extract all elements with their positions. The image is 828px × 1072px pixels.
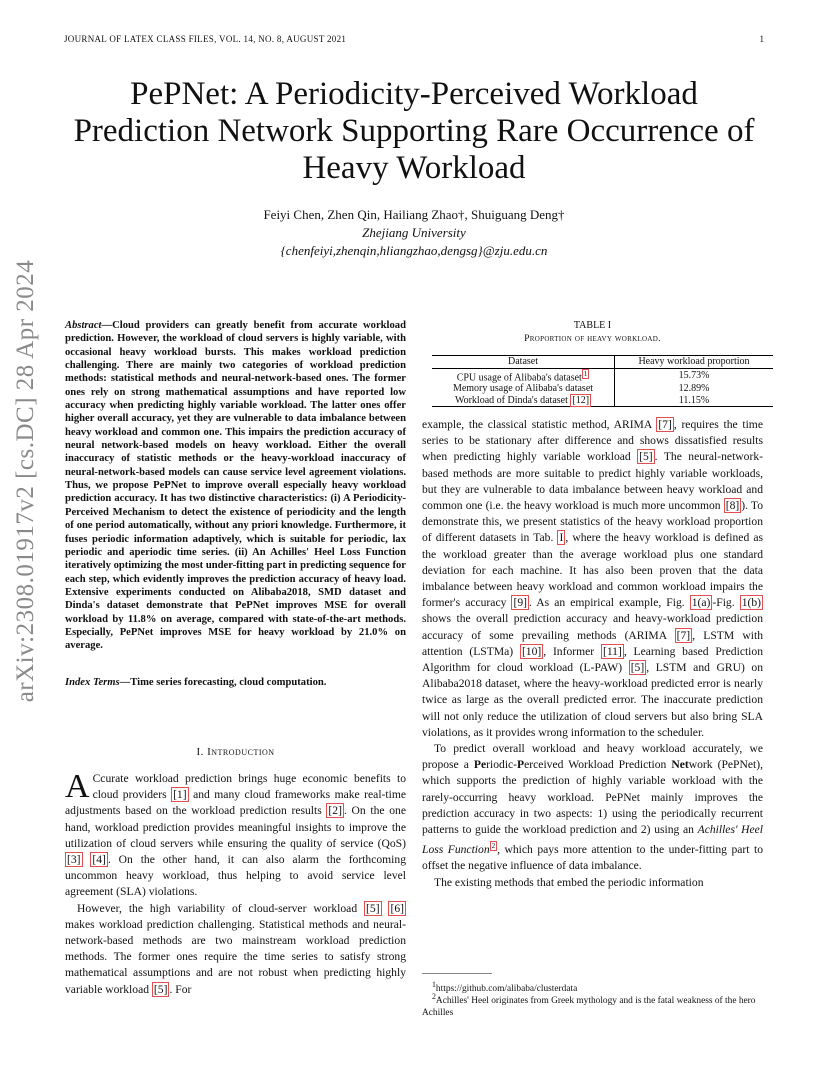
drop-cap: A xyxy=(65,768,90,805)
table-link[interactable]: I xyxy=(559,531,564,545)
section-number: I. xyxy=(196,746,204,758)
abstract xyxy=(65,319,406,653)
body-text: . The neural-network-based methods are more suitable to predict highly variable workloads, but they are vulnerable to data imbalance between heavy workload and common one (i.e. the heavy workload is much more uncommon xyxy=(422,450,763,513)
acronym-letter: P xyxy=(517,758,525,772)
body-text: ). To demonstrate this, we present statistics of the heavy workload proportion of different datasets in Tab. xyxy=(422,499,763,545)
citation-link[interactable]: [6] xyxy=(390,901,404,915)
footnote-mark: 1 xyxy=(432,980,436,989)
footnote-text: https://github.com/alibaba/clusterdata xyxy=(435,984,578,995)
table-cell-dataset: Memory usage of Alibaba's dataset xyxy=(432,383,615,395)
citation-link[interactable]: [5] xyxy=(630,661,645,675)
table-cell-dataset xyxy=(432,368,615,383)
affiliation: Zhejiang University xyxy=(362,225,466,240)
body-text: riodic- xyxy=(486,758,518,772)
table-row xyxy=(432,383,773,395)
index-terms-text: —Time series forecasting, cloud computation. xyxy=(119,677,327,688)
footnote-divider xyxy=(422,973,492,974)
body-text: work (PePNet), which supports the prediction of highly variable workload with the rarely-occurring heavy workload. PePNet mainly improves the prediction accuracy in two aspects: 1) using the periodically recurrent patterns to guide the workload prediction and 2) using an xyxy=(422,758,763,837)
intro-paragraph-1 xyxy=(65,768,407,901)
index-terms xyxy=(65,677,406,688)
right-paragraph-3: The existing methods that embed the periodic information xyxy=(434,875,704,889)
author-emails xyxy=(60,242,768,259)
body-text: shows the overall prediction accuracy and heavy-workload prediction accuracy of some prevailing methods (ARIMA xyxy=(422,612,763,642)
acronym-letter: Net xyxy=(671,758,689,772)
citation-link[interactable]: [12] xyxy=(572,394,590,406)
intro-text: and many cloud frameworks make real-time adjustments based on the workload prediction results xyxy=(65,788,407,818)
body-text: example, the classical statistic method, ARIMA xyxy=(422,418,657,431)
abstract-text: —Cloud providers can greatly benefit from accurate workload prediction. However, the workload of cloud servers is highly variable, with occasional heavy workload bursts. This makes workload prediction challenging. There are mainly two categories of workload prediction methods: statistical methods and neural-network-based ones. The former ones rely on strong mathematical assumptions and have reported low accuracy when predicting highly variable workload. The latter ones offer higher overall accuracy, yet they are vulnerable to data imbalance between heavy workload and common one. This impairs the prediction accuracy of neural network-based models on heavy workload. Either the overall inaccuracy of statistic methods or the heavy-workload inaccuracy of neural-network-based models can cause service level agreement violations. Thus, we propose PePNet to improve overall especially heavy workload prediction accuracy. It has two distinctive characteristics: (i) A Periodicity-Perceived Mechanism to detect the existence of periodicity and the length of one period automatically, without any priori knowledge. Furthermore, it fuses periodic information adaptively, which is suitable for periodic, lax periodic and aperiodic time series. (ii) An Achilles' Heel Loss Function iteratively optimizing the most under-fitting part in predicting sequence for each step, which evidently improves the prediction accuracy of heavy load. Extensive experiments conducted on Alibaba2018, SMD dataset and Dinda's dataset demonstrate that PePNet improves MSE for overall workload by 11.8% on average, compared with state-of-the-art methods. Especially, PePNet improves MSE for heavy workload by 21.0% on average. xyxy=(65,320,406,652)
abstract-label: Abstract xyxy=(65,320,102,331)
right-column-body xyxy=(422,417,763,891)
citation-link[interactable]: [5] xyxy=(366,901,380,915)
citation-link[interactable]: [11] xyxy=(602,644,622,658)
dataset-name: CPU usage of Alibaba's dataset xyxy=(456,371,582,383)
citation-link[interactable]: [5] xyxy=(153,982,168,996)
citation-link[interactable]: [4] xyxy=(92,853,106,867)
introduction-body xyxy=(65,768,407,998)
footnote-text: Achilles' Heel originates from Greek mythology and is the fatal weakness of the hero Achilles xyxy=(422,996,756,1018)
table-row xyxy=(432,368,773,383)
table-label: TABLE I xyxy=(573,320,612,331)
page-number: 1 xyxy=(759,34,764,44)
body-text: . As an empirical example, Fig. xyxy=(528,596,690,610)
citation-link[interactable]: [7] xyxy=(658,418,672,431)
section-title: Introduction xyxy=(207,746,275,758)
body-text: , Informer xyxy=(543,644,601,658)
acronym-letter: Pe xyxy=(473,758,487,772)
body-text: -Fig. xyxy=(712,596,740,610)
citation-link[interactable]: [3] xyxy=(67,853,81,867)
loss-function-name: Achilles' Heel Loss Function xyxy=(422,823,763,857)
citation-link[interactable]: [8] xyxy=(725,499,740,513)
footnote-link[interactable]: 2 xyxy=(491,842,496,851)
intro-text: makes workload prediction challenging. Statistical methods and neural-network-based methods are two mainstream workload prediction methods. The former ones require the time series to satisfy strong mathematical assumptions and are not robust when predicting highly variable workload xyxy=(65,917,406,996)
arxiv-stamp-text: arXiv:2308.01917v2 [cs.DC] 28 Apr 2024 xyxy=(12,259,39,703)
right-paragraph-2 xyxy=(422,741,763,874)
footnote-mark: 2 xyxy=(432,992,436,1001)
authors: Feiyi Chen, Zhen Qin, Hailiang Zhao†, Shuiguang Deng† xyxy=(263,207,565,222)
running-head: JOURNAL OF LATEX CLASS FILES, VOL. 14, NO. 8, AUGUST 2021 xyxy=(64,34,347,44)
body-text: , which pays more attention to the under-fitting part to offset the negative influence of data imbalance. xyxy=(422,843,763,873)
citation-link[interactable]: [2] xyxy=(328,804,342,818)
body-text: , where the heavy workload is defined as the workload greater than the average workload plus one standard deviation for each machine. It has also been proven that the data imbalance between heavy workload and common workload impairs the former's accuracy xyxy=(422,531,763,610)
table-header-proportion: Heavy workload proportion xyxy=(615,356,774,369)
section-heading xyxy=(65,746,406,758)
paper-title: PePNet: A Periodicity-Perceived Workload Prediction Network Supporting Rare Occurrence of Heavy Workload xyxy=(73,76,755,186)
table-caption: Proportion of heavy workload. xyxy=(524,333,661,344)
body-text: , Learning based Prediction Algorithm for cloud workload (L-PAW) xyxy=(422,644,764,675)
intro-paragraph-2 xyxy=(65,901,406,998)
dataset-name: Workload of Dinda's dataset xyxy=(454,394,568,406)
intro-text: . On the one hand, workload prediction provides meaningful insights to improve the utilization of cloud servers while ensuring the quality of service (QoS) xyxy=(65,804,406,850)
table-cell-value: 11.15% xyxy=(615,395,774,407)
body-text: , LSTM with attention (LSTMa) xyxy=(422,628,763,658)
footnote-2 xyxy=(422,991,763,1019)
citation-link[interactable]: [5] xyxy=(639,450,653,464)
arxiv-stamp xyxy=(4,259,48,703)
citation-link[interactable]: [10] xyxy=(521,644,542,658)
table-header-dataset: Dataset xyxy=(432,356,615,369)
citation-link[interactable]: [7] xyxy=(676,628,691,642)
intro-text: . On the other hand, it can also alarm the forthcoming uncommon heavy workload, thus helping to avoid service level agreement (SLA) violations. xyxy=(65,853,406,899)
intro-text: Ccurate workload prediction brings huge economic benefits to cloud providers xyxy=(92,772,406,802)
figure-link[interactable]: 1(b) xyxy=(741,596,762,610)
citation-link[interactable]: [1] xyxy=(173,788,187,802)
intro-text: However, the high variability of cloud-server workload xyxy=(77,901,365,915)
table-row xyxy=(432,395,773,407)
table-cell-dataset xyxy=(432,395,615,407)
citation-link[interactable]: [9] xyxy=(513,596,527,610)
table-cell-value: 12.89% xyxy=(678,383,710,395)
body-text: , LSTM and GRU) on Alibaba2018 dataset, where the heavy-workload predicted error is nearly twice as large as the overall predicted error. The inaccurate prediction will not only reduce the utilization of cloud servers but also bring SLA violations, as it provides wrong information to the scheduler. xyxy=(422,661,764,739)
intro-text: . For xyxy=(169,982,192,996)
figure-link[interactable]: 1(a) xyxy=(691,596,711,610)
heavy-workload-table xyxy=(432,355,773,407)
footnote-link[interactable]: 1 xyxy=(583,369,588,378)
emails-text: {chenfeiyi,zhenqin,hliangzhao,dengsg}@zju.edu.cn xyxy=(280,243,548,258)
index-terms-label: Index Terms xyxy=(65,677,120,688)
body-text: To predict overall workload and heavy workload accurately, we propose a xyxy=(422,742,763,772)
body-text: erceived Workload Prediction xyxy=(524,758,672,772)
body-text: , requires the time series to be stationary after difference and shows dissatisfied results when predicting highly variable workload xyxy=(422,418,763,464)
right-paragraph-1 xyxy=(422,417,763,741)
table-cell-value: 15.73% xyxy=(678,370,710,382)
